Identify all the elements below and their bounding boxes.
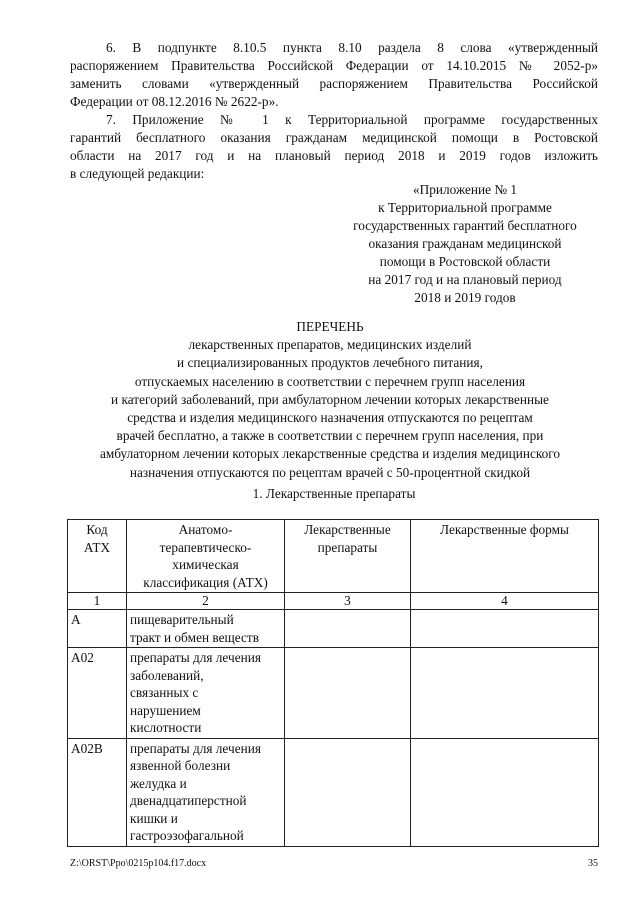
column-number: 4	[411, 593, 599, 610]
subtitle-line: лекарственных препаратов, медицинских изделий	[188, 337, 472, 353]
paragraph-line: 6. В подпункте 8.10.5 пункта 8.10 раздела 8 слова «утвержденный	[106, 40, 598, 55]
header-cell-forms	[411, 520, 599, 593]
cell-line: связанных с	[130, 685, 199, 700]
cell-code: A	[68, 610, 127, 648]
cell-drugs	[285, 648, 411, 739]
column-number: 1	[68, 593, 127, 610]
paragraph-line: распоряжением Правительства Российской Федерации от 14.10.2015 № 2052-р»	[70, 58, 598, 73]
cell-forms	[411, 610, 599, 648]
cell-code: A02B	[68, 738, 127, 846]
paragraph-line: заменить словами «утвержденный распоряжением Правительства Российской	[70, 76, 598, 91]
subtitle-line: назначения отпускаются по рецептам врачей с 50-процентной скидкой	[129, 464, 531, 480]
atx-table	[67, 519, 599, 847]
cell-line: заболеваний,	[130, 667, 204, 683]
table-row	[68, 648, 599, 739]
header-cell-drugs	[285, 520, 411, 593]
header-line: препараты	[317, 539, 378, 555]
paragraph-6	[70, 39, 598, 111]
cell-forms	[411, 738, 599, 846]
column-number: 2	[127, 593, 285, 610]
paragraph-line: гарантий бесплатного оказания гражданам медицинской помощи в Ростовской	[70, 130, 598, 145]
footer-file-path: Z:\ORST\Ppo\0215p104.f17.docx	[70, 858, 207, 869]
cell-code: A02	[68, 648, 127, 739]
subtitle-line: и специализированных продуктов лечебного питания,	[177, 355, 483, 371]
cell-classification	[127, 738, 285, 846]
cell-line: кишки и	[130, 810, 178, 826]
page-title: ПЕРЕЧЕНЬ	[296, 319, 364, 334]
header-line: терапевтическо-	[159, 539, 252, 555]
appendix-line: к Территориальной программе	[378, 200, 552, 215]
paragraph-line: области на 2017 год и на плановый период 2018 и 2019 годов изложить	[70, 148, 598, 163]
cell-line: препараты для лечения	[130, 740, 261, 756]
header-line: АТХ	[83, 539, 111, 555]
paragraph-line: Федерации от 08.12.2016 № 2622-р».	[70, 94, 279, 109]
table-header-row	[68, 520, 599, 593]
subtitle-line: отпускаемых населению в соответствии с перечнем групп населения	[134, 373, 526, 389]
cell-line: двенадцатиперстной	[130, 793, 247, 808]
appendix-line: 2018 и 2019 годов	[414, 290, 516, 305]
header-cell-classification	[127, 520, 285, 593]
table-row	[68, 610, 599, 648]
subtitle-line: амбулаторном лечении которых лекарственные средства и изделия медицинского	[99, 446, 561, 462]
cell-line: нарушением	[130, 702, 201, 718]
paragraph-line: в следующей редакции:	[70, 166, 205, 181]
section-title: 1. Лекарственные препараты	[252, 486, 416, 501]
header-line: Анатомо-	[178, 522, 233, 537]
subtitle-line: средства и изделия медицинского назначения отпускаются по рецептам	[127, 410, 533, 426]
cell-line: гастроэзофагальной	[130, 828, 244, 843]
column-number: 3	[285, 593, 411, 610]
cell-drugs	[285, 738, 411, 846]
table-number-row	[68, 593, 599, 610]
cell-line: пищеварительный	[130, 612, 234, 627]
header-line: классификация (АТХ)	[143, 574, 268, 590]
appendix-line: государственных гарантий бесплатного	[353, 218, 577, 233]
appendix-line: оказания гражданам медицинской	[368, 236, 562, 251]
header-line: Лекарственные формы	[440, 522, 569, 537]
appendix-line: «Приложение № 1	[413, 182, 517, 197]
cell-forms	[411, 648, 599, 739]
appendix-line: помощи в Ростовской области	[379, 254, 551, 269]
subtitle-line: и категорий заболеваний, при амбулаторном лечении которых лекарственные	[111, 391, 549, 407]
cell-line: тракт и обмен веществ	[130, 629, 259, 645]
header-line: химическая	[172, 557, 239, 572]
header-line: Код	[86, 522, 108, 537]
cell-line: желудка и	[130, 775, 187, 791]
cell-classification	[127, 610, 285, 648]
appendix-line: на 2017 год и на плановый период	[368, 272, 562, 287]
appendix-heading	[330, 181, 600, 307]
cell-line: препараты для лечения	[130, 650, 261, 665]
paragraph-7	[70, 111, 598, 183]
cell-drugs	[285, 610, 411, 648]
list-title-block	[50, 318, 610, 482]
header-cell-code	[68, 520, 127, 593]
cell-line: кислотности	[130, 720, 202, 735]
table-row	[68, 738, 599, 846]
footer-page-number: 35	[588, 858, 598, 869]
subtitle-line: врачей бесплатно, а также в соответствии с перечнем групп населения, при	[116, 428, 544, 444]
paragraph-line: 7. Приложение № 1 к Территориальной программе государственных	[106, 112, 598, 127]
header-line: Лекарственные	[304, 522, 391, 537]
cell-classification	[127, 648, 285, 739]
cell-line: язвенной болезни	[130, 758, 231, 773]
